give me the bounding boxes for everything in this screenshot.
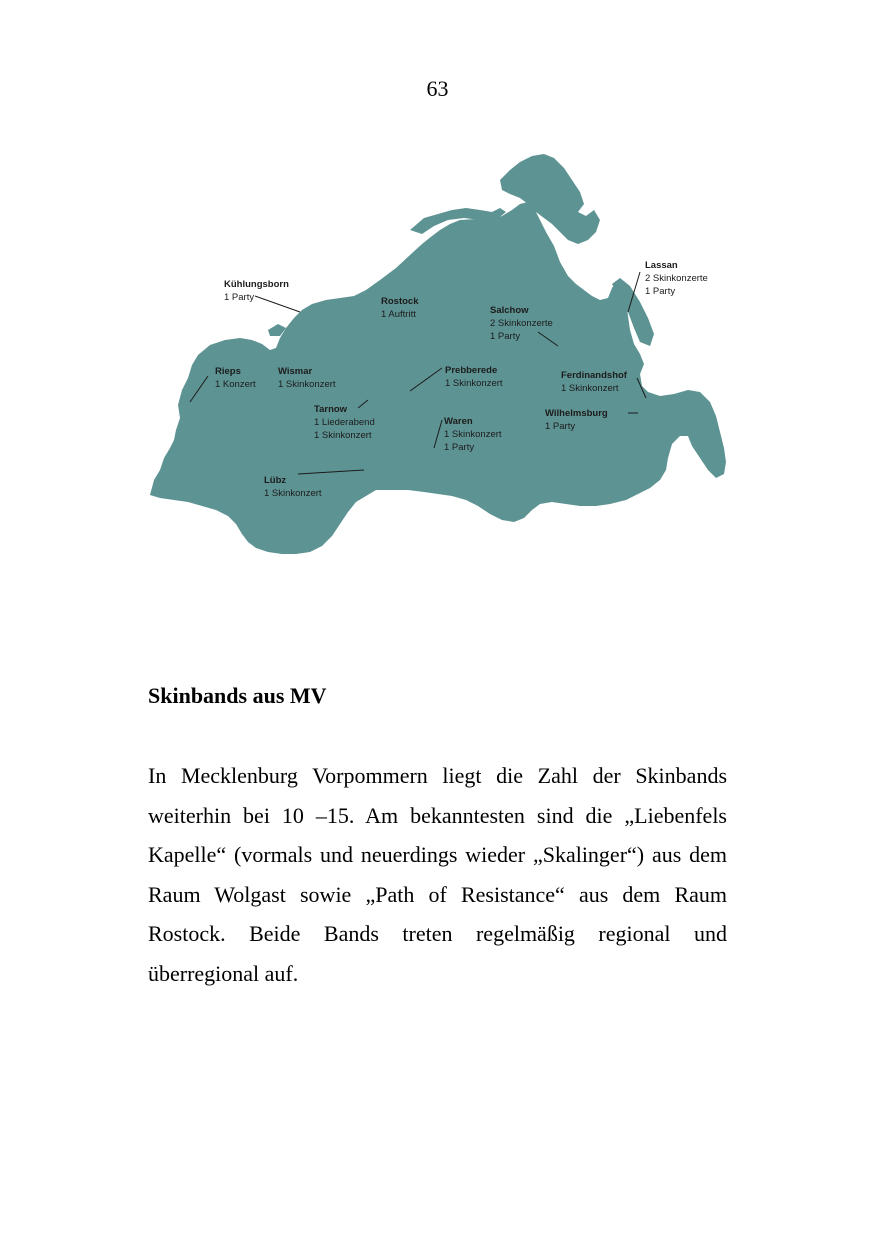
place-prebberede-name: Prebberede [445, 365, 498, 376]
place-wilhelmsburg-name: Wilhelmsburg [545, 408, 608, 419]
place-rieps-name: Rieps [215, 366, 241, 377]
section-heading: Skinbands aus MV [148, 683, 327, 708]
place-ferdinandshof-name: Ferdinandshof [561, 370, 627, 381]
place-luebz-name: Lübz [264, 475, 287, 486]
place-luebz-detail: 1 Skinkonzert [264, 488, 322, 499]
place-lassan-detail-2: 1 Party [645, 286, 676, 297]
place-salchow-detail-1: 2 Skinkonzerte [490, 318, 553, 329]
map-landmass [150, 202, 726, 554]
place-tarnow-detail-2: 1 Skinkonzert [314, 430, 372, 441]
place-waren-detail-2: 1 Party [444, 442, 475, 453]
place-rostock-name: Rostock [381, 296, 419, 307]
place-ferdinandshof-detail: 1 Skinkonzert [561, 383, 619, 394]
place-wismar-name: Wismar [278, 366, 313, 377]
place-waren-name: Waren [444, 416, 473, 427]
place-tarnow-name: Tarnow [314, 404, 348, 415]
place-kuehlungsborn-detail: 1 Party [224, 292, 255, 303]
place-kuehlungsborn-name: Kühlungsborn [224, 279, 289, 290]
place-tarnow-detail-1: 1 Liederabend [314, 417, 375, 428]
place-salchow-detail-2: 1 Party [490, 331, 521, 342]
place-wilhelmsburg-detail: 1 Party [545, 421, 576, 432]
mv-map-figure [140, 140, 740, 570]
place-lassan-name: Lassan [645, 260, 678, 271]
place-lassan-detail-1: 2 Skinkonzerte [645, 273, 708, 284]
leader-kuehlungsborn [255, 296, 300, 312]
place-wismar-detail: 1 Skinkonzert [278, 379, 336, 390]
place-salchow-name: Salchow [490, 305, 529, 316]
place-rieps-detail: 1 Konzert [215, 379, 256, 390]
place-prebberede-detail: 1 Skinkonzert [445, 378, 503, 389]
place-waren-detail-1: 1 Skinkonzert [444, 429, 502, 440]
page-number: 63 [426, 76, 449, 101]
section-paragraph: In Mecklenburg Vorpommern liegt die Zahl der Skinbands weiterhin bei 10 –15. Am bekanntesten sind die „Liebenfels Kapelle“ (vormals und neuerdings wieder „Skalinger“) aus dem Raum Wolgast sowie „Path of Resistance“ aus dem Raum Rostock. Beide Bands treten regelmäßig regional und überregional auf. [148, 763, 727, 986]
place-rostock-detail: 1 Auftritt [381, 309, 416, 320]
mv-map [140, 140, 740, 570]
